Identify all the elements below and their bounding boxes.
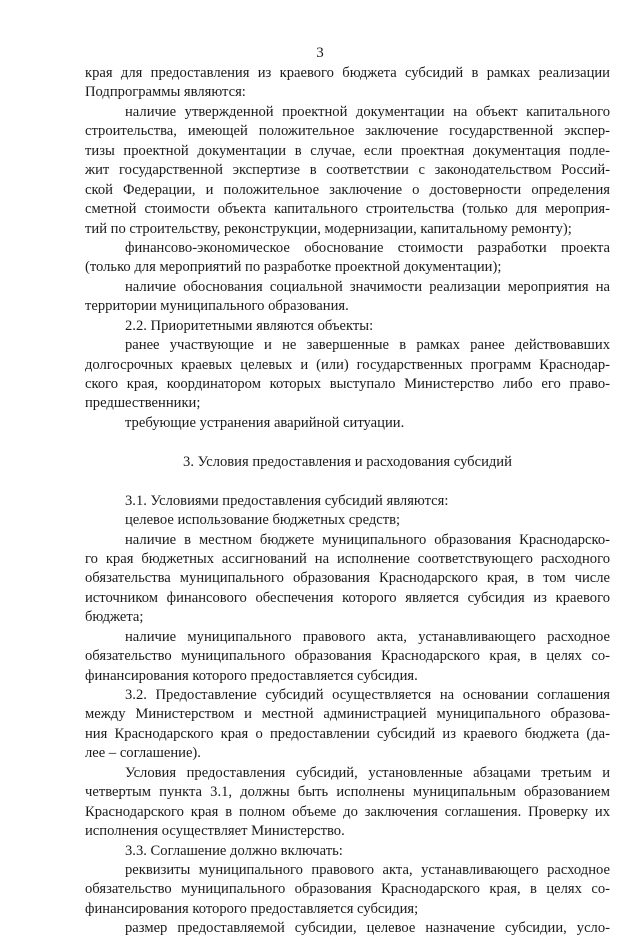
text-line: тизы проектной документации в случае, если проектная документация подле-	[85, 142, 610, 159]
text-line: ния Краснодарского края о предоставлении субсидий из краевого бюджета (да-	[85, 725, 610, 742]
section-heading: 3. Условия предоставления и расходования субсидий	[183, 453, 512, 470]
text-line: Условия предоставления субсидий, установленные абзацами третьим и	[125, 764, 610, 781]
text-line: ранее участвующие и не завершенные в рамках ранее действовавших	[125, 337, 610, 354]
text-line: Краснодарского края в полном объеме до заключения соглашения. Проверку их	[85, 803, 610, 820]
text-line: территории муниципального образования.	[85, 298, 349, 315]
text-line: строительства, имеющей положительное заключение государственной экспер-	[85, 123, 610, 140]
text-line: долгосрочных краевых целевых и (или) государственных программ Краснодар-	[85, 356, 610, 373]
text-line: четвертым пункта 3.1, должны быть исполнены муниципальным образованием	[85, 784, 610, 801]
paragraph-gap	[85, 472, 610, 491]
text-line: источником финансового обеспечения которого является субсидия из краевого	[85, 589, 610, 606]
text-line: тий по строительству, реконструкции, модернизации, капитальному ремонту);	[85, 220, 572, 237]
text-line: 3.2. Предоставление субсидий осуществляется на основании соглашения	[125, 687, 610, 703]
text-line: 2.2. Приоритетными являются объекты:	[125, 317, 374, 334]
document-body	[85, 64, 610, 939]
text-line: ского края, координатором которых выступало Министерство либо его право-	[85, 376, 610, 392]
text-line: 3.1. Условиями предоставления субсидий являются:	[125, 492, 449, 509]
text-line: размер предоставляемой субсидии, целевое назначение субсидии, усло-	[125, 920, 610, 937]
text-line: требующие устранения аварийной ситуации.	[125, 414, 405, 431]
text-line: обязательство муниципального образования Краснодарского края, в целях со-	[85, 648, 610, 665]
text-line: финансирования которого предоставляется субсидия;	[85, 900, 419, 917]
text-line: края для предоставления из краевого бюджета субсидий в рамках реализации	[85, 65, 610, 81]
text-line: наличие муниципального правового акта, устанавливающего расходное	[125, 628, 610, 645]
text-line: обязательства муниципального образования Краснодарского края, в том числе	[85, 570, 610, 587]
text-line: наличие утвержденной проектной документации на объект капитального	[125, 103, 610, 120]
text-line: финансирования которого предоставляется субсидия.	[85, 667, 418, 684]
paragraph-gap	[85, 433, 610, 452]
text-line: (только для мероприятий по разработке проектной документации);	[85, 259, 502, 276]
text-line: между Министерством и местной администрацией муниципального образова-	[85, 706, 610, 723]
text-line: го края бюджетных ассигнований на исполнение соответствующего расходного	[85, 550, 610, 567]
text-line: предшественники;	[85, 395, 201, 412]
text-line: лее – соглашение).	[85, 745, 201, 762]
text-line: наличие обоснования социальной значимости реализации мероприятия на	[125, 278, 610, 295]
text-line: ской Федерации, и положительное заключение о достоверности определения	[85, 181, 610, 198]
text-line: обязательство муниципального образования Краснодарского края, в целях со-	[85, 881, 610, 898]
text-line: сметной стоимости объекта капитального строительства (только для мероприя-	[85, 201, 610, 218]
text-line: 3.3. Соглашение должно включать:	[125, 842, 343, 859]
text-line: реквизиты муниципального правового акта, устанавливающего расходное	[125, 861, 610, 878]
text-line: целевое использование бюджетных средств;	[125, 512, 401, 529]
text-line: Подпрограммы являются:	[85, 84, 246, 101]
page-number: 3	[316, 45, 324, 61]
text-line: бюджета;	[85, 609, 144, 626]
text-line: финансово-экономическое обоснование стоимости разработки проекта	[125, 239, 610, 256]
text-line: наличие в местном бюджете муниципального образования Краснодарско-	[125, 531, 610, 548]
text-line: жит государственной экспертизе в соответствии с законодательством Россий-	[85, 162, 610, 179]
text-line: исполнения осуществляет Министерство.	[85, 823, 345, 840]
